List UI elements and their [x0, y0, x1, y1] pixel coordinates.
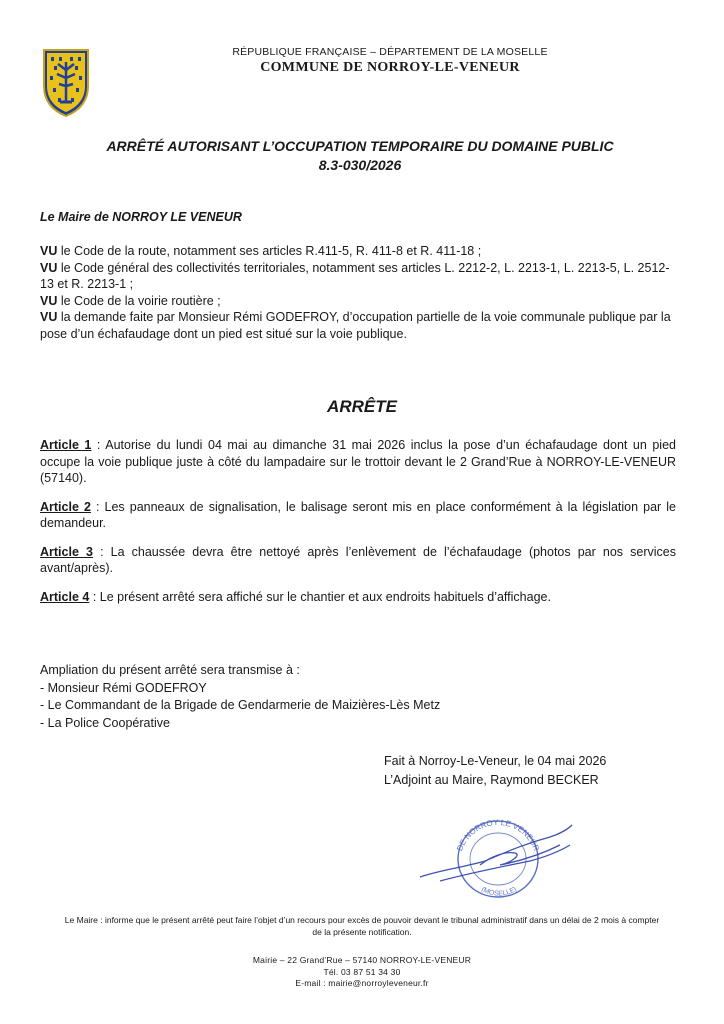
- vu-prefix: VU: [40, 244, 58, 258]
- article-item: [40, 437, 676, 487]
- vu-text: le Code de la voirie routière ;: [57, 293, 221, 308]
- arrete-heading: ARRÊTE: [327, 397, 397, 416]
- ampliation-recipient: - Le Commandant de la Brigade de Gendarmerie de Maizières-Lès Metz: [40, 698, 441, 712]
- vu-item: [40, 309, 680, 342]
- footer-phone: Tél. 03 87 51 34 30: [323, 966, 401, 977]
- article-item: [40, 499, 676, 532]
- document-title: [60, 137, 660, 175]
- ampliation-recipient: - Monsieur Rémi GODEFROY: [40, 680, 207, 695]
- vu-item: [40, 243, 680, 260]
- article-item: [40, 544, 676, 577]
- article-text: : La chaussée devra être nettoyé après l’enlèvement de l’échafaudage (photos par nos services avant/après).: [40, 544, 676, 575]
- articles-section: [40, 437, 676, 617]
- coat-of-arms-icon: [40, 46, 92, 118]
- legal-notice-line: de la présente notification.: [312, 927, 412, 937]
- signature-place-date: Fait à Norroy-Le-Veneur, le 04 mai 2026: [384, 754, 607, 768]
- mayor-line: Le Maire de NORROY LE VENEUR: [40, 210, 242, 224]
- vu-text: la demande faite par Monsieur Rémi GODEFROY, d’occupation partielle de la voie communale publique par la pose d’un échafaudage dont un pied est situé sur la voie publique.: [40, 310, 671, 341]
- svg-text:(MOSELLE): (MOSELLE): [479, 886, 519, 898]
- vu-text: le Code de la route, notamment ses articles R.411-5, R. 411-8 et R. 411-18 ;: [57, 244, 482, 258]
- article-text: : Autorise du lundi 04 mai au dimanche 31 mai 2026 inclus la pose d’un échafaudage dont un pied occupe la voie publique juste à côté du lampadaire sur le trottoir devant le 2 Grand’Rue à NORROY-LE-VENEUR (57140).: [40, 438, 676, 485]
- title-reference: 8.3-030/2026: [318, 157, 402, 173]
- title-line: ARRÊTÉ AUTORISANT L’OCCUPATION TEMPORAIRE DU DOMAINE PUBLIC: [106, 138, 614, 154]
- letterhead-republic: RÉPUBLIQUE FRANÇAISE – DÉPARTEMENT DE LA MOSELLE: [232, 46, 548, 58]
- vu-item: [40, 293, 680, 310]
- legal-notice: [36, 914, 688, 938]
- vu-list: [40, 243, 680, 342]
- vu-prefix: VU: [40, 310, 58, 324]
- article-label: Article 2: [40, 499, 91, 514]
- letterhead: [150, 46, 630, 76]
- vu-prefix: VU: [40, 260, 58, 275]
- ampliation-section: [40, 662, 440, 732]
- article-item: [40, 589, 676, 606]
- footer-address: Mairie – 22 Grand’Rue – 57140 NORROY-LE-VENEUR: [252, 955, 472, 965]
- vu-text: le Code général des collectivités territoriales, notamment ses articles L. 2212-2, L. 2213-1, L. 2213-5, L. 2512-13 et R. 2213-1 ;: [40, 260, 670, 291]
- letterhead-commune: COMMUNE DE NORROY-LE-VENEUR: [260, 60, 520, 75]
- signature-signatory: L’Adjoint au Maire, Raymond BECKER: [384, 773, 599, 787]
- vu-prefix: VU: [40, 293, 58, 308]
- article-label: Article 4: [40, 589, 90, 604]
- article-text: : Les panneaux de signalisation, le balisage seront mis en place conformément à la législation par le demandeur.: [40, 499, 676, 530]
- vu-item: [40, 260, 680, 293]
- footer-email: E-mail : mairie@norroyleveneur.fr: [295, 978, 429, 988]
- signature-block: [384, 752, 606, 790]
- ampliation-intro: Ampliation du présent arrêté sera transmise à :: [40, 663, 300, 677]
- legal-notice-line: Le Maire : informe que le présent arrêté peut faire l’objet d’un recours pour excès de pouvoir devant le tribunal administratif dans un délai de 2 mois à compter: [64, 915, 660, 925]
- article-label: Article 1: [40, 438, 92, 452]
- footer: [0, 955, 724, 990]
- article-text: : Le présent arrêté sera affiché sur le chantier et aux endroits habituels d’affichage.: [89, 589, 551, 604]
- svg-text:DE NORROY LE VENEUR: DE NORROY LE VENEUR: [455, 817, 541, 853]
- ampliation-recipient: - La Police Coopérative: [40, 715, 170, 730]
- official-stamp-icon: [410, 815, 580, 900]
- article-label: Article 3: [40, 544, 93, 559]
